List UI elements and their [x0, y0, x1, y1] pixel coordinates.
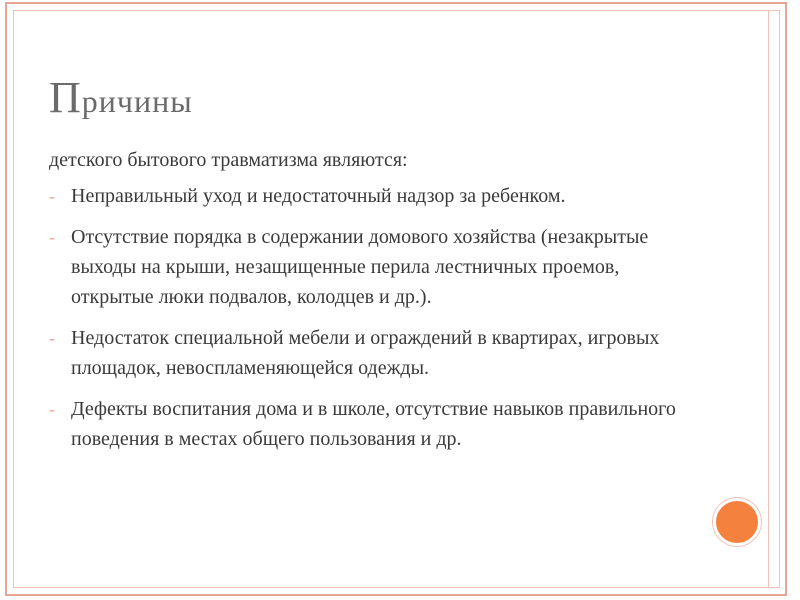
list-item-text: Неправильный уход и недостаточный надзор за ребенком. — [71, 185, 566, 207]
list-item — [49, 394, 699, 454]
dash-bullet: - — [49, 399, 55, 419]
slide-side-line — [768, 10, 769, 588]
intro-text: детского бытового травматизма являются: — [49, 149, 408, 171]
cause-list — [49, 181, 699, 454]
list-item-text: Дефекты воспитания дома и в школе, отсутствие навыков правильного поведения в местах общего пользования и др. — [71, 398, 676, 450]
list-item — [49, 181, 699, 211]
slide-title-initial: П — [49, 73, 82, 122]
slide-title — [49, 70, 689, 129]
list-item — [49, 222, 699, 312]
dash-bullet: - — [49, 227, 55, 247]
dash-bullet: - — [49, 328, 55, 348]
dash-bullet: - — [49, 186, 55, 206]
orange-circle-ornament — [713, 498, 761, 546]
slide-title-rest: ричины — [81, 83, 193, 119]
list-item-text: Отсутствие порядка в содержании домового хозяйства (незакрытые выходы на крыши, незащищенные перила лестничных проемов, открытые люки подвалов, колодцев и др.). — [71, 226, 649, 308]
list-item-text: Недостаток специальной мебели и ограждений в квартирах, игровых площадок, невоспламеняющейся одежды. — [71, 327, 660, 379]
list-item — [49, 323, 699, 383]
slide-body — [49, 145, 699, 465]
